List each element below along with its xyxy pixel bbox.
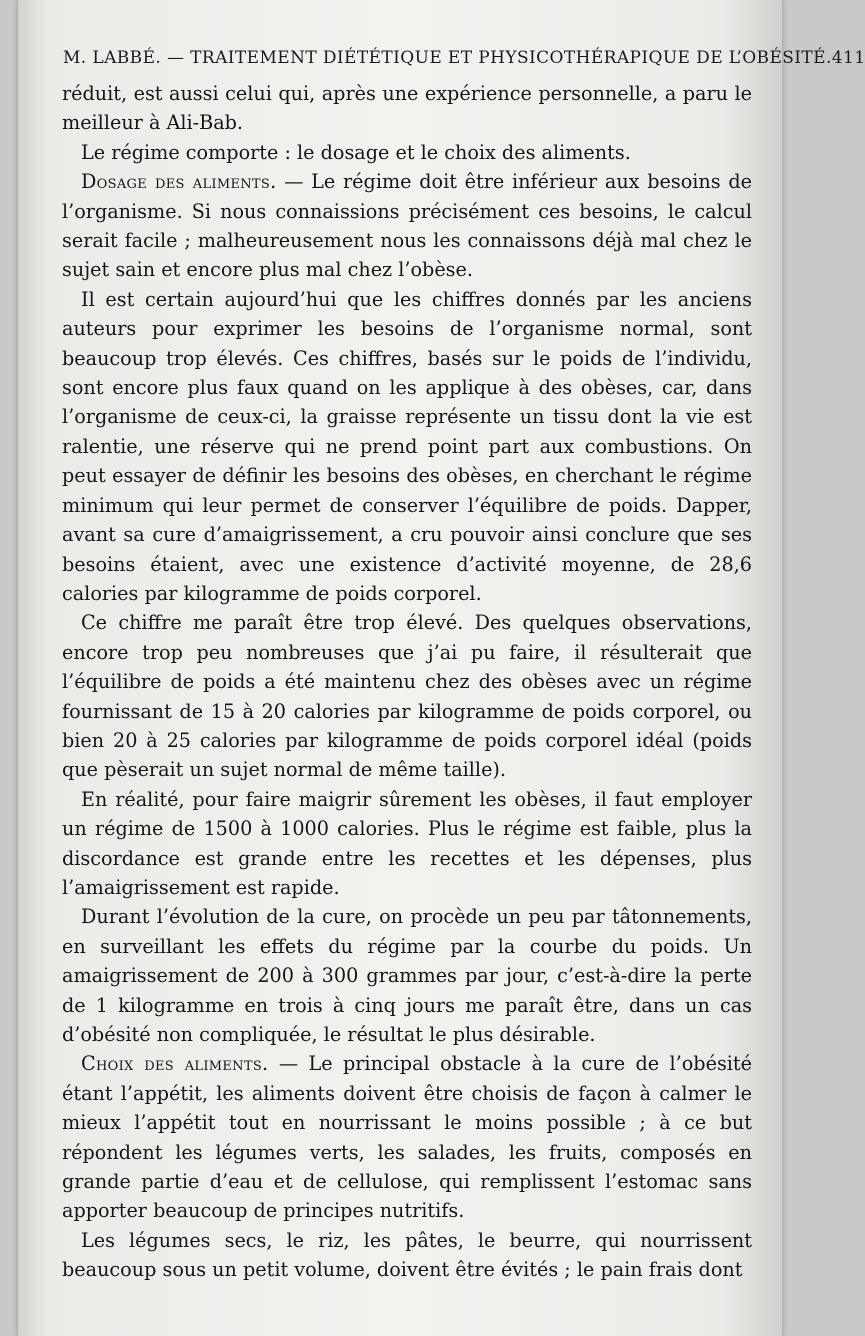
paragraph-text: Durant l’évolution de la cure, on procède un peu par tâtonnements, en surveillant les effets du régime par la courbe du poids. Un amaigrissement de 200 à 300 grammes par jour, c’est-à-dire la perte de 1 kilogramme en trois à cinq jours me paraît être, dans un cas d’obésité non compliquée, le résultat le plus désirable. — [62, 905, 752, 1046]
book-page — [18, 0, 865, 1336]
paragraph-text: Les légumes secs, le riz, les pâtes, le beurre, qui nourrissent beaucoup sous un petit volume, doivent être évités ; le pain frais dont — [62, 1228, 752, 1282]
paragraph — [62, 1226, 752, 1285]
paragraph — [62, 902, 752, 1049]
header-title: M. LABBÉ. — TRAITEMENT DIÉTÉTIQUE ET PHYSICOTHÉRAPIQUE DE L’OBÉSITÉ. — [63, 48, 832, 68]
paragraph-text: Ce chiffre me paraît être trop élevé. Des quelques observations, encore trop peu nombreuses que j’ai pu faire, il résulterait que l’équilibre de poids a été maintenu chez des obèses avec un régime fournissant de 15 à 20 calories par kilogramme de poids corporel, ou bien 20 à 25 calories par kilogramme de poids corporel idéal (poids que pèserait un sujet normal de même taille). — [62, 611, 752, 782]
paragraph-text: Il est certain aujourd’hui que les chiffres donnés par les anciens auteurs pour exprimer les besoins de l’organisme normal, sont beaucoup trop élevés. Ces chiffres, basés sur le poids de l’individu, sont encore plus faux quand on les applique à des obèses, car, dans l’organisme de ceux-ci, la graisse représente un tissu dont la vie est ralentie, une réserve qui ne prend point part aux combustions. On peut essayer de définir les besoins des obèses, en cherchant le régime minimum qui leur permet de conserver l’équilibre de poids. Dapper, avant sa cure d’amaigrissement, a cru pouvoir ainsi conclure que ses besoins étaient, avec une existence d’activité moyenne, de 28,6 calories par kilogramme de poids corporel. — [62, 287, 752, 605]
section-lead: Dosage des aliments. — [81, 170, 277, 194]
page-number: 411 — [831, 48, 865, 68]
paragraph-text: — Le régime doit être inférieur aux besoins de l’organisme. Si nous connaissions précisément ces besoins, le calcul serait facile ; malheureusement nous les connaissons déjà mal chez le sujet sain et encore plus mal chez l’obèse. — [62, 170, 752, 282]
paragraph-text: En réalité, pour faire maigrir sûrement les obèses, il faut employer un régime de 1500 à 1000 calories. Plus le régime est faible, plus la discordance est grande entre les recettes et les dépenses, plus l’amaigrissement est rapide. — [62, 787, 752, 899]
running-header — [63, 48, 865, 68]
paragraph — [62, 1049, 752, 1225]
body-text — [62, 79, 752, 1285]
paragraph-text: réduit, est aussi celui qui, après une expérience personnelle, a paru le meilleur à Ali-Bab. — [62, 82, 752, 135]
paragraph — [62, 79, 752, 138]
paragraph — [62, 138, 752, 167]
paragraph — [62, 608, 752, 784]
paragraph — [62, 285, 752, 608]
paragraph-text: — Le principal obstacle à la cure de l’obésité étant l’appétit, les aliments doivent être choisis de façon à calmer le mieux l’appétit tout en nourrissant le moins possible ; à ce but répondent les légumes verts, les salades, les fruits, composés en grande partie d’eau et de cellulose, qui remplissent l’estomac sans apporter beaucoup de principes nutritifs. — [62, 1052, 752, 1223]
paragraph — [62, 167, 752, 285]
section-lead: Choix des aliments. — [81, 1052, 269, 1076]
paragraph-text: Le régime comporte : le dosage et le choix des aliments. — [81, 140, 631, 164]
paragraph — [62, 785, 752, 903]
